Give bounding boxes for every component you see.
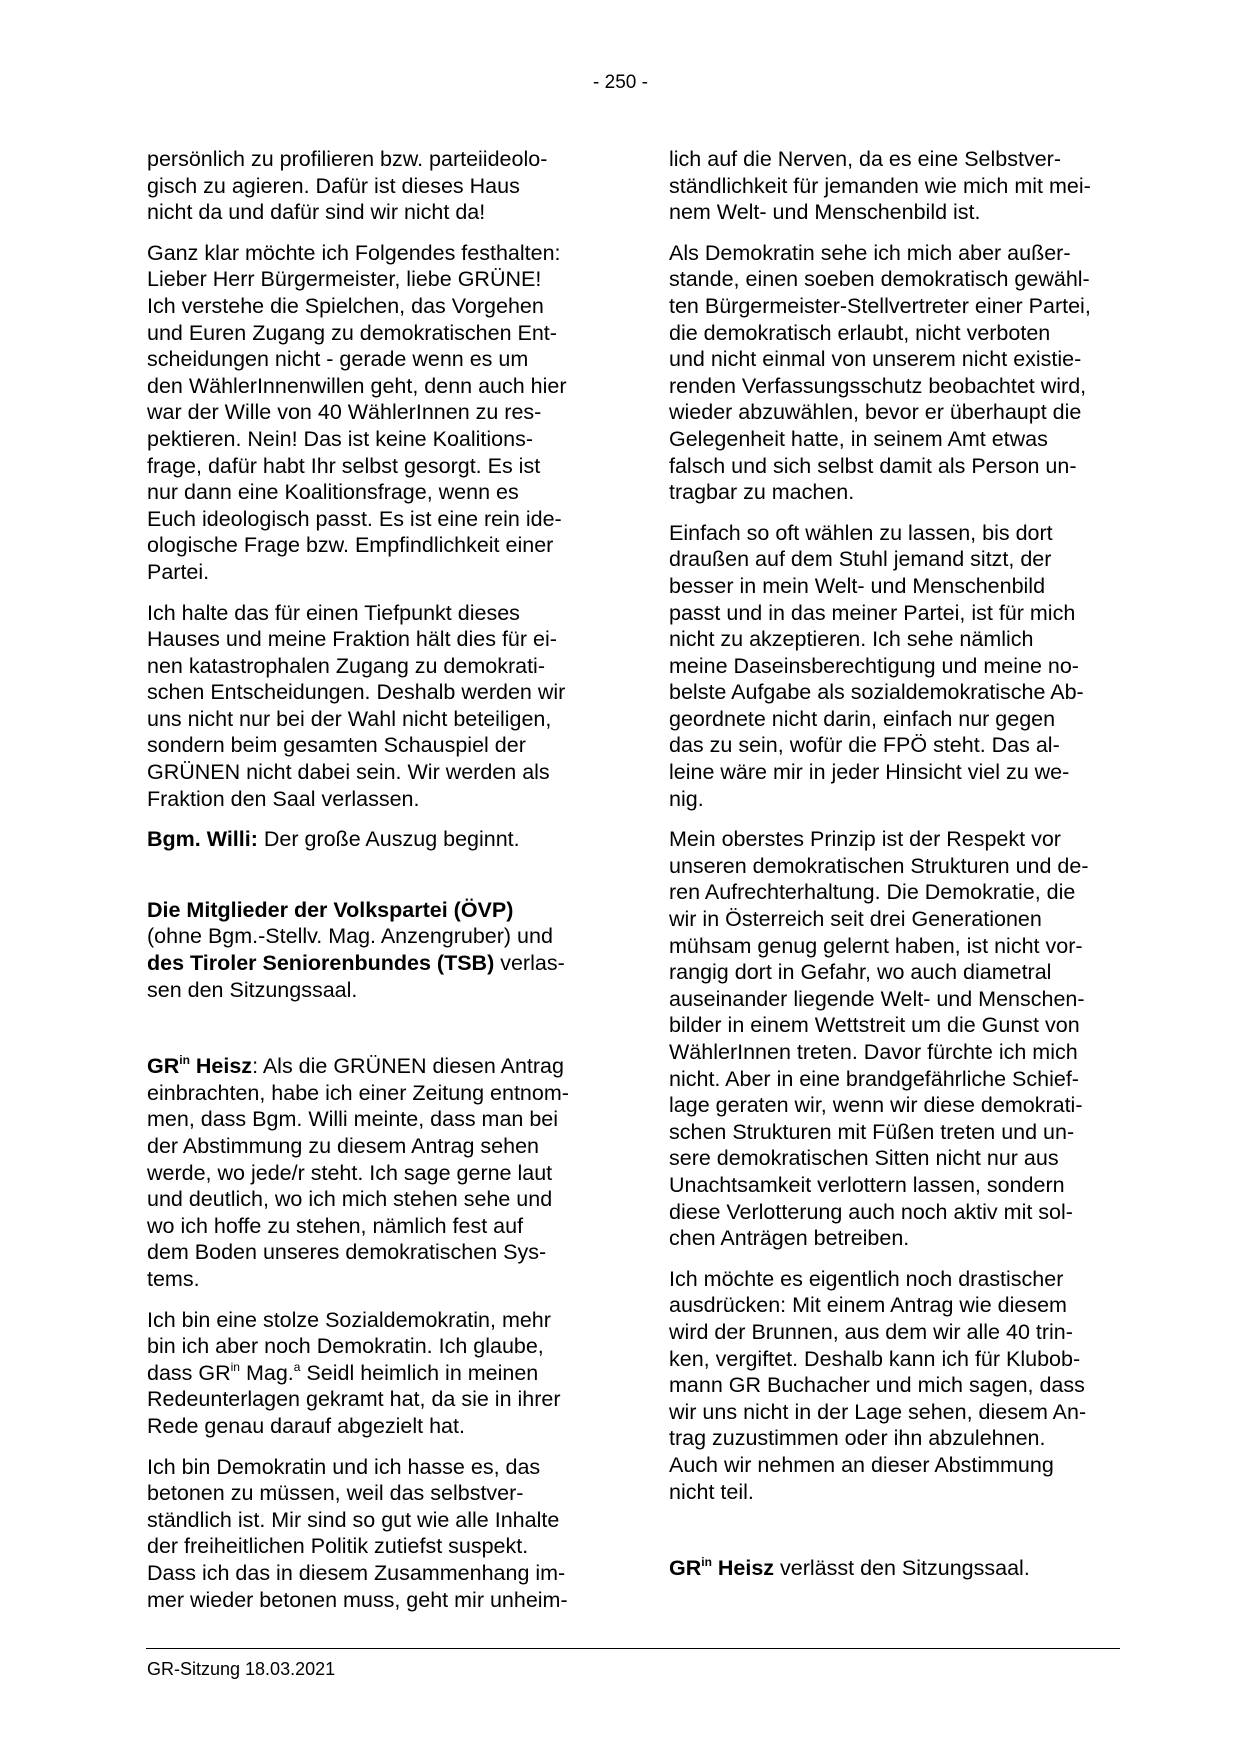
speaker-title-gr: GR — [147, 1054, 180, 1079]
speaker-statement-willi — [147, 826, 595, 853]
speaker-name: Heisz — [711, 1556, 775, 1581]
leave-notice-text: verlässt den Sitzungssaal. — [774, 1556, 1030, 1581]
footer-divider — [146, 1648, 1120, 1649]
paragraph-text: Ich bin eine stolze Sozialdemokratin, mehr bin ich aber noch Demokratin. Ich glaube, dass GR — [147, 1307, 551, 1385]
statement-text: : Als die GRÜNEN diesen Antrag einbrachten, habe ich einer Zeitung entnom- men, dass Bgm. Willi meinte, dass man bei der Abstimmung zu diesem Antrag sehen werde, wo jede/r steht. Ich sage gerne laut und deutlich, wo ich mich stehen sehe und wo ich hoffe zu stehen, nämlich fest auf dem Boden unseres demokratischen Sys- tems. — [147, 1054, 569, 1291]
paragraph-text: Mag. — [239, 1360, 294, 1385]
paragraph: Mein oberstes Prinzip ist der Respekt vor unseren demokratischen Strukturen und de- ren Aufrechterhaltung. Die Demokratie, die wir in Österreich seit drei Generationen mühsam genug gelernt haben, ist nicht vor- rangig dort in Gefahr, wo auch diametral auseinander liegende Welt- und Menschen- bilder in einem Wettstreit um die Gunst von WählerInnen treten. Davor fürchte ich mich nicht. Aber in eine brandgefährliche Schief- lage geraten wir, wenn wir diese demokrati- schen Strukturen mit Füßen treten und un- sere demokratischen Sitten nicht nur aus Unachtsamkeit verlottern lassen, sondern diese Verlotterung auch noch aktiv mit sol- chen Anträgen betreiben. — [669, 827, 1089, 1251]
exit-notice-text: (ohne Bgm.-Stellv. Mag. Anzengruber) und — [147, 924, 553, 949]
exit-notice-text: verlas- sen den Sitzungssaal. — [147, 951, 565, 1002]
party-name: des Tiroler Seniorenbundes (TSB) — [147, 951, 495, 976]
speaker-title-sup: in — [179, 1053, 190, 1068]
speaker-title — [669, 1556, 774, 1580]
leave-notice — [669, 1555, 1117, 1582]
speaker-title-gr: GR — [669, 1556, 702, 1581]
paragraph — [147, 1307, 595, 1440]
speaker-title-sup: in — [701, 1555, 712, 1570]
superscript: a — [293, 1359, 301, 1374]
paragraph: Ich möchte es eigentlich noch drastischer ausdrücken: Mit einem Antrag wie diesem wird der Brunnen, aus dem wir alle 40 trin- ken, vergiftet. Deshalb kann ich für Klubob- mann GR Buchacher und mich sagen, dass wir uns nicht in der Lage sehen, diesem An- trag zuzustimmen oder ihn abzulehnen. Auch wir nehmen an dieser Abstimmung nicht teil. — [669, 1266, 1087, 1504]
speaker-name: Bgm. Willi: — [147, 827, 258, 852]
paragraph: Ganz klar möchte ich Folgendes festhalten: Lieber Herr Bürgermeister, liebe GRÜNE! Ich verstehe die Spielchen, das Vorgehen und Euren Zugang zu demokratischen Ent- scheidungen nicht - gerade wenn es um den WählerInnenwillen geht, denn auch hier war der Wille von 40 WählerInnen zu res- pektieren. Nein! Das ist keine Koalitions- frage, dafür habt Ihr selbst gesorgt. Es ist nur dann eine Koalitionsfrage, wenn es Euch ideologisch passt. Es ist eine rein ide- ologische Frage bzw. Empfindlichkeit einer Partei. — [147, 240, 567, 584]
party-name: Die Mitglieder der Volkspartei (ÖVP) — [147, 897, 514, 922]
statement-text: Der große Auszug beginnt. — [257, 827, 520, 852]
footer-session-date: GR-Sitzung 18.03.2021 — [147, 1659, 336, 1679]
paragraph: Ich halte das für einen Tiefpunkt dieses Hauses und meine Fraktion hält dies für ei- nen katastrophalen Zugang zu demokrati- schen Entscheidungen. Deshalb werden wir uns nicht nur bei der Wahl nicht beteiligen, sondern beim gesamten Schauspiel der GRÜNEN nicht dabei sein. Wir werden als Fraktion den Saal verlassen. — [147, 600, 566, 811]
right-column — [669, 146, 1117, 1596]
paragraph: persönlich zu profilieren bzw. parteiideolo- gisch zu agieren. Dafür ist dieses Haus nicht da und dafür sind wir nicht da! — [147, 147, 548, 225]
superscript: in — [230, 1359, 240, 1374]
paragraph: Ich bin Demokratin und ich hasse es, das betonen zu müssen, weil das selbstver- ständlich ist. Mir sind so gut wie alle Inhalte der freiheitlichen Politik zutiefst suspekt. Dass ich das in diesem Zusammenhang im- mer wieder betonen muss, geht mir unheim- — [147, 1454, 568, 1612]
left-column — [147, 146, 595, 1627]
paragraph: Als Demokratin sehe ich mich aber außer- stande, einen soeben demokratisch gewähl- ten Bürgermeister-Stellvertreter einer Partei, die demokratisch erlaubt, nicht verboten und nicht einmal von unserem nicht existie- renden Verfassungsschutz beobachtet wird, wieder abzuwählen, bevor er überhaupt die Gelegenheit hatte, in seinem Amt etwas falsch und sich selbst damit als Person un- tragbar zu machen. — [669, 240, 1091, 505]
speaker-title — [147, 1054, 252, 1078]
page-number: - 250 - — [593, 72, 648, 93]
exit-notice — [147, 897, 595, 1003]
paragraph-text: Seidl heimlich in meinen Redeunterlagen gekramt hat, da sie in ihrer Rede genau darauf abgezielt hat. — [147, 1360, 561, 1438]
paragraph: lich auf die Nerven, da es eine Selbstver- ständlichkeit für jemanden wie mich mit mei- nem Welt- und Menschenbild ist. — [669, 147, 1091, 225]
paragraph: Einfach so oft wählen zu lassen, bis dort draußen auf dem Stuhl jemand sitzt, der besser in mein Welt- und Menschenbild passt und in das meiner Partei, ist für mich nicht zu akzeptieren. Ich sehe nämlich meine Daseinsberechtigung und meine no- belste Aufgabe als sozialdemokratische Ab- geordnete nicht darin, einfach nur gegen das zu sein, wofür die FPÖ steht. Das al- leine wäre mir in jeder Hinsicht viel zu we- nig. — [669, 520, 1084, 811]
speaker-statement-heisz — [147, 1053, 595, 1292]
speaker-name: Heisz — [189, 1054, 253, 1079]
